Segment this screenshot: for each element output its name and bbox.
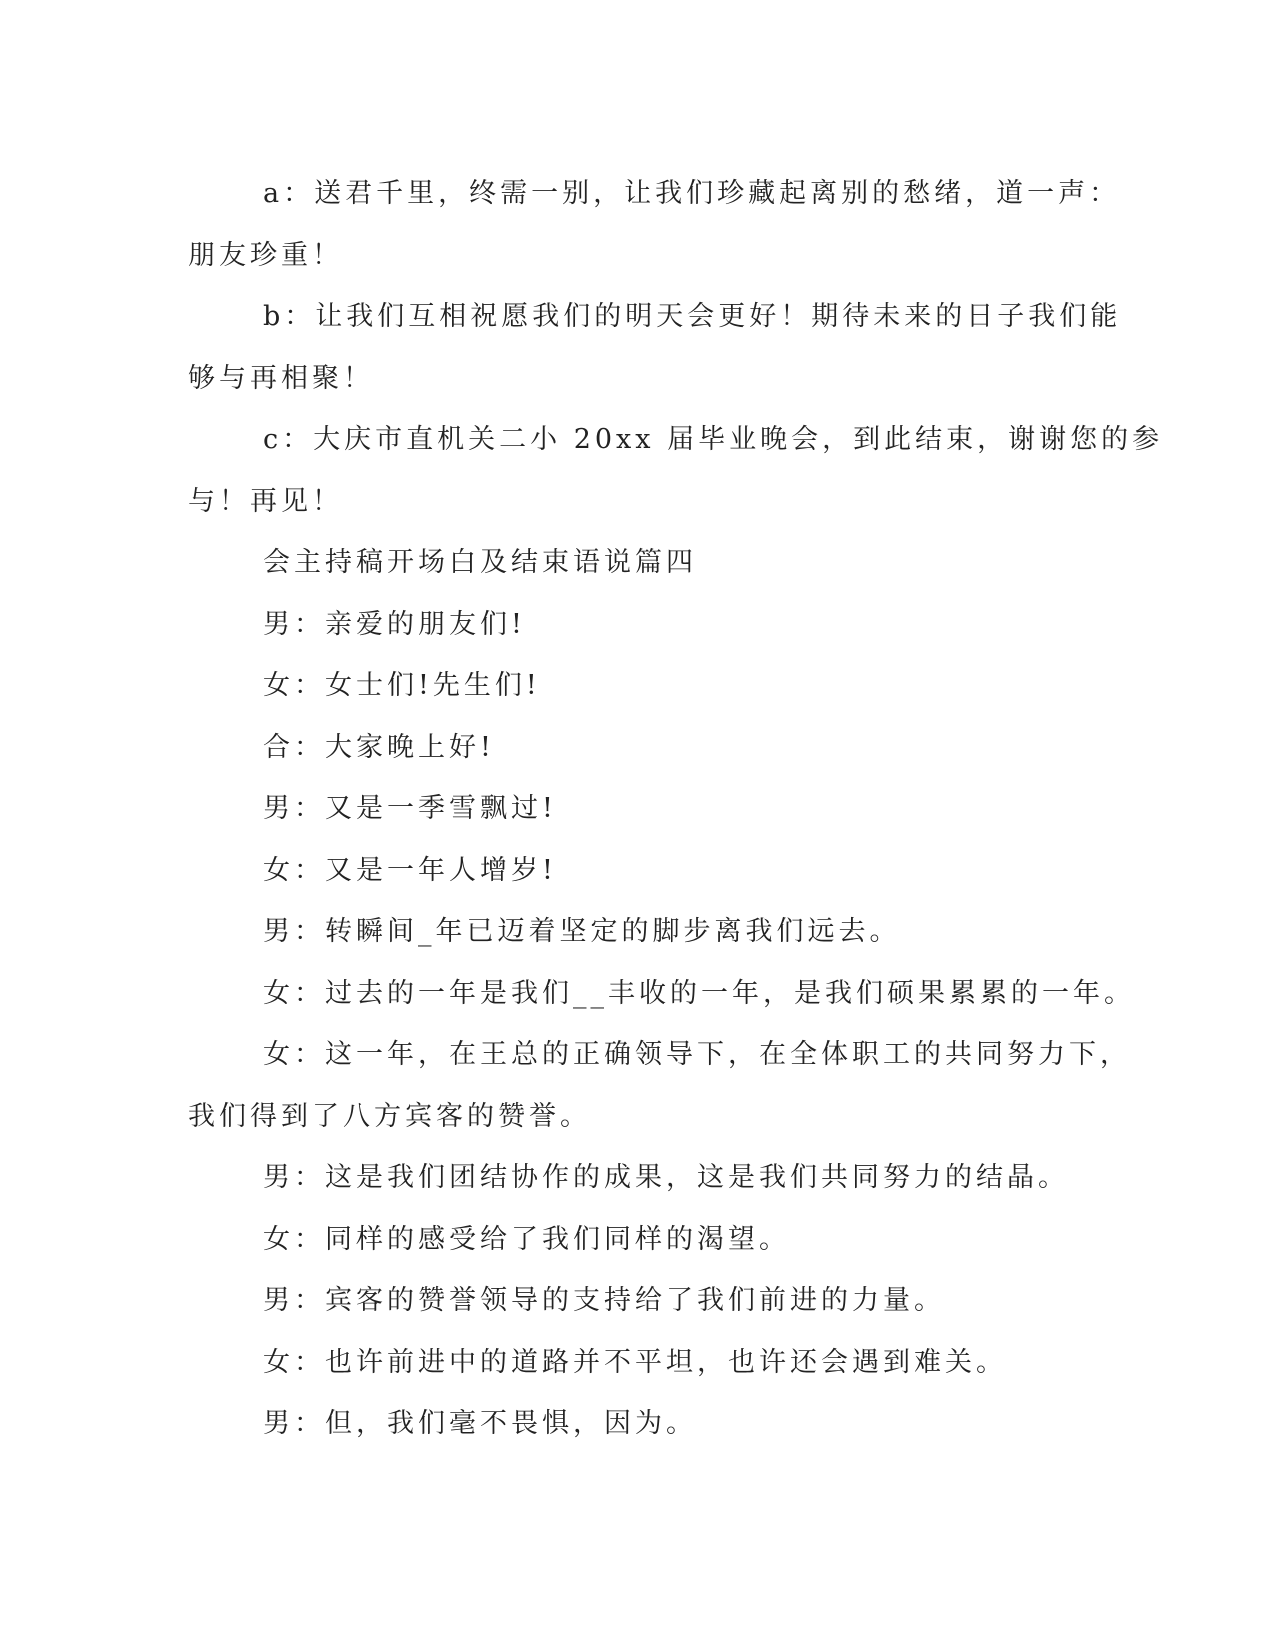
dialogue-line: 女：这一年，在王总的正确领导下，在全体职工的共同努力下， <box>263 1039 1131 1070</box>
dialogue-line: 女：也许前进中的道路并不平坦，也许还会遇到难关。 <box>263 1346 1007 1378</box>
dialogue-line: 男：又是一季雪飘过! <box>263 793 557 824</box>
paragraph-line: 朋友珍重！ <box>188 239 343 271</box>
dialogue-line: 合：大家晚上好! <box>263 731 495 763</box>
dialogue-line: 我们得到了八方宾客的赞誉。 <box>188 1100 591 1132</box>
dialogue-line: 女：过去的一年是我们__丰收的一年，是我们硕果累累的一年。 <box>263 977 1135 1009</box>
paragraph-line: a：送君千里，终需一别，让我们珍藏起离别的愁绪，道一声： <box>263 178 1121 209</box>
dialogue-line: 男：宾客的赞誉领导的支持给了我们前进的力量。 <box>263 1285 945 1316</box>
section-heading: 会主持稿开场白及结束语说篇四 <box>263 547 697 578</box>
paragraph-line: b：让我们互相祝愿我们的明天会更好！期待未来的日子我们能 <box>263 301 1122 332</box>
dialogue-line: 男：亲爱的朋友们! <box>263 608 526 640</box>
dialogue-line: 女：同样的感受给了我们同样的渴望。 <box>263 1223 790 1255</box>
dialogue-line: 男：这是我们团结协作的成果，这是我们共同努力的结晶。 <box>263 1162 1069 1193</box>
document-body <box>188 163 1164 1455</box>
paragraph-line: c：大庆市直机关二小 20xx 届毕业晚会，到此结束，谢谢您的参 <box>263 424 1164 455</box>
paragraph-line: 与！再见！ <box>188 485 343 517</box>
dialogue-line: 女：又是一年人增岁! <box>263 854 557 886</box>
dialogue-line: 男：但，我们毫不畏惧，因为。 <box>263 1408 697 1439</box>
dialogue-line: 男：转瞬间_年已迈着坚定的脚步离我们远去。 <box>263 916 901 947</box>
dialogue-line: 女：女士们!先生们! <box>263 670 541 701</box>
paragraph-line: 够与再相聚！ <box>188 362 374 394</box>
